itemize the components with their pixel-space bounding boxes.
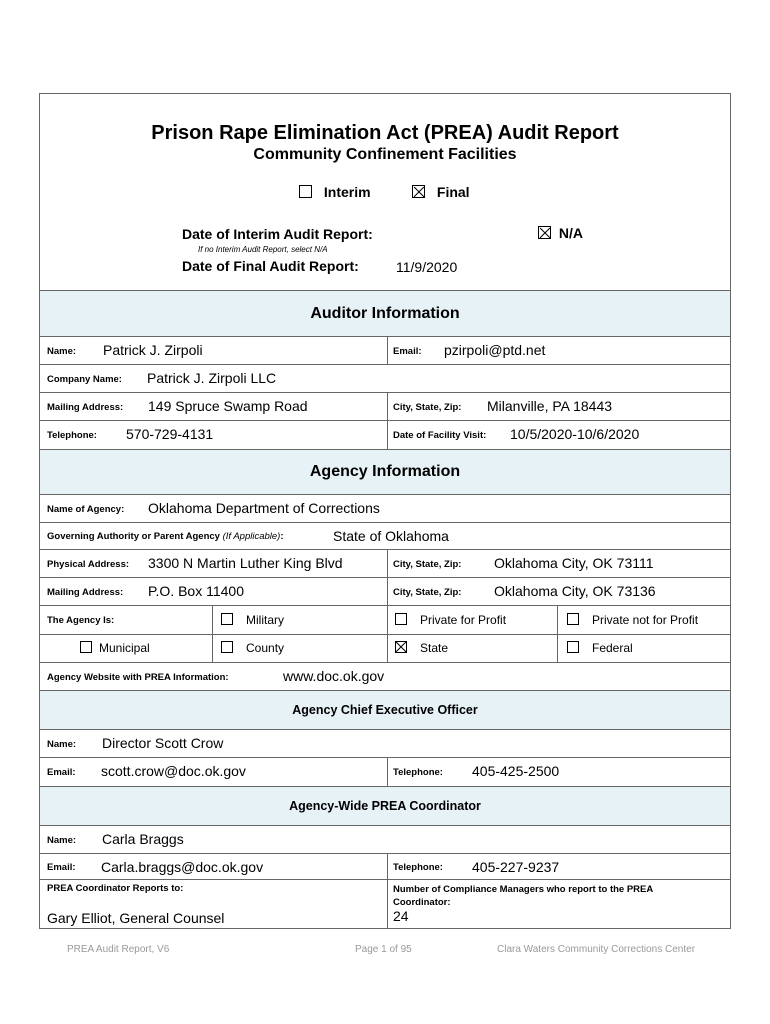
interim-label: Interim: [323, 184, 371, 200]
footer-page-number: Page 1 of 95: [355, 944, 412, 955]
ceo-name-row: [40, 730, 730, 758]
compliance-managers-label: Number of Compliance Managers who report to the PREA Coordinator:: [393, 884, 653, 908]
county-checkbox[interactable]: [221, 641, 233, 653]
physical-address-row: [40, 550, 730, 578]
state-checkbox[interactable]: [395, 641, 407, 653]
report-frame: [39, 93, 731, 929]
auditor-name-row: [40, 337, 730, 365]
ceo-email-label: Email:: [47, 767, 76, 778]
ceo-phone: 405-425-2500: [472, 763, 560, 779]
auditor-section-header: Auditor Information: [40, 290, 730, 337]
auditor-name-label: Name:: [47, 346, 77, 357]
agency-type-row-1: [40, 606, 730, 635]
agency-mailing: P.O. Box 11400: [148, 583, 244, 599]
mailing-csz: Oklahoma City, OK 73136: [494, 583, 656, 599]
coordinator-phone: 405-227-9237: [472, 859, 560, 875]
governing-authority: State of Oklahoma: [333, 528, 449, 544]
na-checkbox[interactable]: [538, 226, 551, 239]
coordinator-email-row: [40, 854, 730, 880]
governing-authority-row: [40, 523, 730, 550]
private-profit-option[interactable]: Private for Profit: [395, 613, 506, 627]
governing-authority-label: Governing Authority or Parent Agency (If Applicable):: [47, 531, 284, 542]
na-option[interactable]: [538, 225, 583, 241]
federal-option[interactable]: Federal: [567, 641, 633, 655]
website-label: Agency Website with PREA Information:: [47, 672, 229, 683]
final-checkbox[interactable]: [412, 185, 425, 198]
ceo-email: scott.crow@doc.ok.gov: [101, 763, 246, 779]
reports-to: Gary Elliot, General Counsel: [47, 910, 225, 926]
coordinator-email-label: Email:: [47, 862, 76, 873]
agency-name-row: [40, 495, 730, 523]
coordinator-name-label: Name:: [47, 835, 77, 846]
agency-mailing-label: Mailing Address:: [47, 587, 124, 598]
municipal-option[interactable]: Municipal: [80, 641, 150, 655]
physical-csz-label: City, State, Zip:: [393, 559, 462, 570]
auditor-csz-label: City, State, Zip:: [393, 402, 462, 413]
report-title: Prison Rape Elimination Act (PREA) Audit Report: [151, 122, 619, 144]
mailing-csz-label: City, State, Zip:: [393, 587, 462, 598]
reports-to-label: PREA Coordinator Reports to:: [47, 883, 184, 894]
final-date-value: 11/9/2020: [396, 259, 458, 275]
footer-facility-name: Clara Waters Community Corrections Center: [497, 944, 696, 955]
compliance-managers-count: 24: [393, 908, 409, 924]
auditor-mailing: 149 Spruce Swamp Road: [148, 398, 308, 414]
agency-website-row: [40, 663, 730, 690]
interim-option[interactable]: [299, 184, 371, 200]
agency-section-header: Agency Information: [40, 449, 730, 495]
military-option[interactable]: Military: [221, 613, 284, 627]
final-label: Final: [436, 184, 470, 200]
auditor-email: pzirpoli@ptd.net: [444, 342, 546, 358]
agency-name-label: Name of Agency:: [47, 504, 125, 515]
agency-mailing-row: [40, 578, 730, 606]
auditor-mailing-label: Mailing Address:: [47, 402, 124, 413]
final-date-label: Date of Final Audit Report:: [182, 258, 359, 274]
auditor-name: Patrick J. Zirpoli: [103, 342, 203, 358]
ceo-email-row: [40, 758, 730, 786]
na-label: N/A: [558, 225, 584, 241]
auditor-mailing-row: [40, 393, 730, 421]
auditor-phone: 570-729-4131: [126, 426, 214, 442]
ceo-section-header: Agency Chief Executive Officer: [40, 690, 730, 730]
physical-csz: Oklahoma City, OK 73111: [494, 555, 654, 571]
final-option[interactable]: [412, 184, 470, 200]
na-note: If no Interim Audit Report, select N/A: [198, 245, 328, 254]
auditor-email-label: Email:: [393, 346, 422, 357]
auditor-phone-row: [40, 421, 730, 449]
facility-visit-label: Date of Facility Visit:: [393, 430, 487, 441]
company-name-label: Company Name:: [47, 374, 122, 385]
agency-type-row-2: [40, 635, 730, 663]
federal-checkbox[interactable]: [567, 641, 579, 653]
ceo-phone-label: Telephone:: [393, 767, 443, 778]
county-option[interactable]: County: [221, 641, 284, 655]
auditor-company-row: [40, 365, 730, 393]
private-profit-checkbox[interactable]: [395, 613, 407, 625]
company-name: Patrick J. Zirpoli LLC: [147, 370, 277, 386]
agency-website[interactable]: www.doc.ok.gov: [283, 668, 385, 684]
coordinator-name-row: [40, 826, 730, 854]
auditor-phone-label: Telephone:: [47, 430, 97, 441]
interim-date-label: Date of Interim Audit Report:: [182, 226, 373, 242]
private-nonprofit-checkbox[interactable]: [567, 613, 579, 625]
coordinator-email: Carla.braggs@doc.ok.gov: [101, 859, 264, 875]
interim-checkbox[interactable]: [299, 185, 312, 198]
coordinator-section-header: Agency-Wide PREA Coordinator: [40, 786, 730, 826]
footer-report-version: PREA Audit Report, V6: [67, 944, 170, 955]
coordinator-reports-row: [40, 880, 730, 928]
coordinator-name: Carla Braggs: [102, 831, 184, 847]
agency-type-label: The Agency Is:: [47, 615, 115, 626]
physical-address: 3300 N Martin Luther King Blvd: [148, 555, 343, 571]
agency-name: Oklahoma Department of Corrections: [148, 500, 380, 516]
state-option[interactable]: State: [395, 641, 448, 655]
ceo-name: Director Scott Crow: [102, 735, 224, 751]
military-checkbox[interactable]: [221, 613, 233, 625]
facility-visit-date: 10/5/2020-10/6/2020: [510, 426, 640, 442]
private-nonprofit-option[interactable]: Private not for Profit: [567, 613, 698, 627]
physical-address-label: Physical Address:: [47, 559, 130, 570]
ceo-name-label: Name:: [47, 739, 77, 750]
auditor-csz: Milanville, PA 18443: [487, 398, 613, 414]
report-subtitle: Community Confinement Facilities: [253, 146, 517, 163]
coordinator-phone-label: Telephone:: [393, 862, 443, 873]
municipal-checkbox[interactable]: [80, 641, 92, 653]
